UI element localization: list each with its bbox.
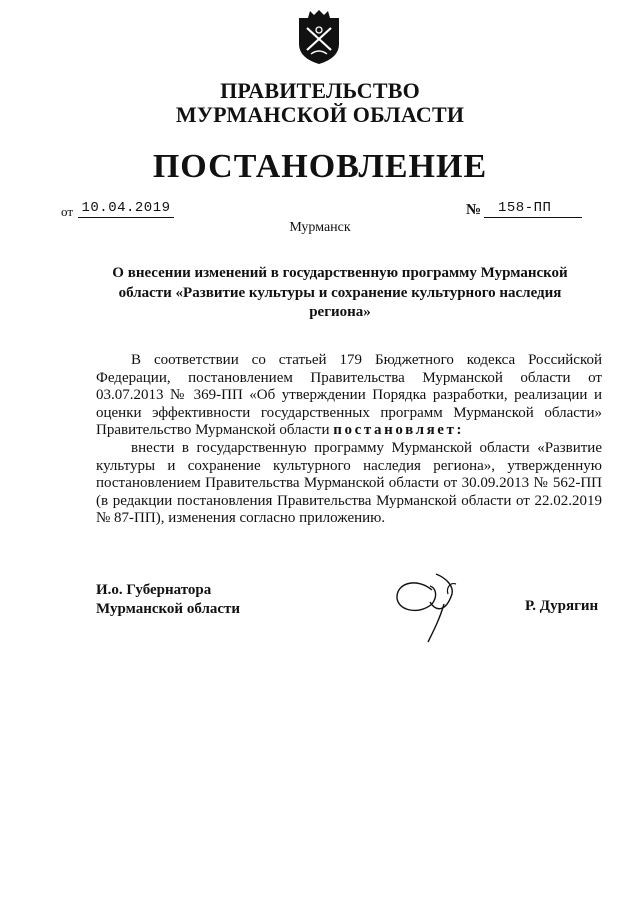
government-title-line2: МУРМАНСКОЙ ОБЛАСТИ	[175, 102, 465, 127]
body-paragraph-2: внести в государственную программу Мурманской области «Развитие культуры и сохранение культурного наследия региона», утвержденную постановлением Правительства Мурманской области от 30.09.2013 № 562-ПП (в редакции постановления Правительства Мурманской области от 22.02.2019 № 87-ПП), изменения согласно приложению.	[96, 439, 602, 527]
body-paragraph-1	[96, 352, 602, 440]
handwritten-signature-icon	[388, 566, 466, 646]
coat-of-arms-icon	[296, 10, 342, 66]
number-field: 158-ПП	[484, 200, 582, 218]
signatory-position	[96, 581, 240, 619]
document-type-title: ПОСТАНОВЛЕНИЕ	[152, 148, 488, 185]
government-title-line1: ПРАВИТЕЛЬСТВО	[220, 78, 420, 103]
date-field: 10.04.2019	[78, 200, 174, 218]
decree-keyword: постановляет:	[333, 422, 465, 439]
subject-line1: О внесении изменений в государственную программу Мурманской	[112, 265, 568, 281]
subject-line3: региона»	[309, 304, 371, 320]
city-name: Мурманск	[289, 220, 351, 235]
document-body	[96, 352, 602, 528]
document-subject	[105, 264, 575, 323]
position-line1: И.о. Губернатора	[96, 582, 212, 598]
date-label: от	[61, 204, 74, 219]
number-label: №	[466, 202, 482, 218]
subject-line2: области «Развитие культуры и сохранение культурного наследия	[118, 284, 562, 301]
position-line2: Мурманской области	[96, 601, 241, 617]
signatory-name: Р. Дурягин	[525, 598, 599, 614]
paragraph-1-text: В соответствии со статьей 179 Бюджетного кодекса Российской Федерации, постановлением Правительства Мурманской области от 03.07.2013 № 369-ПП «Об утверждении Порядка разработки, реализации и оценки эффективности государственных программ Мурманской области» Правительство Мурманской области	[96, 352, 602, 439]
